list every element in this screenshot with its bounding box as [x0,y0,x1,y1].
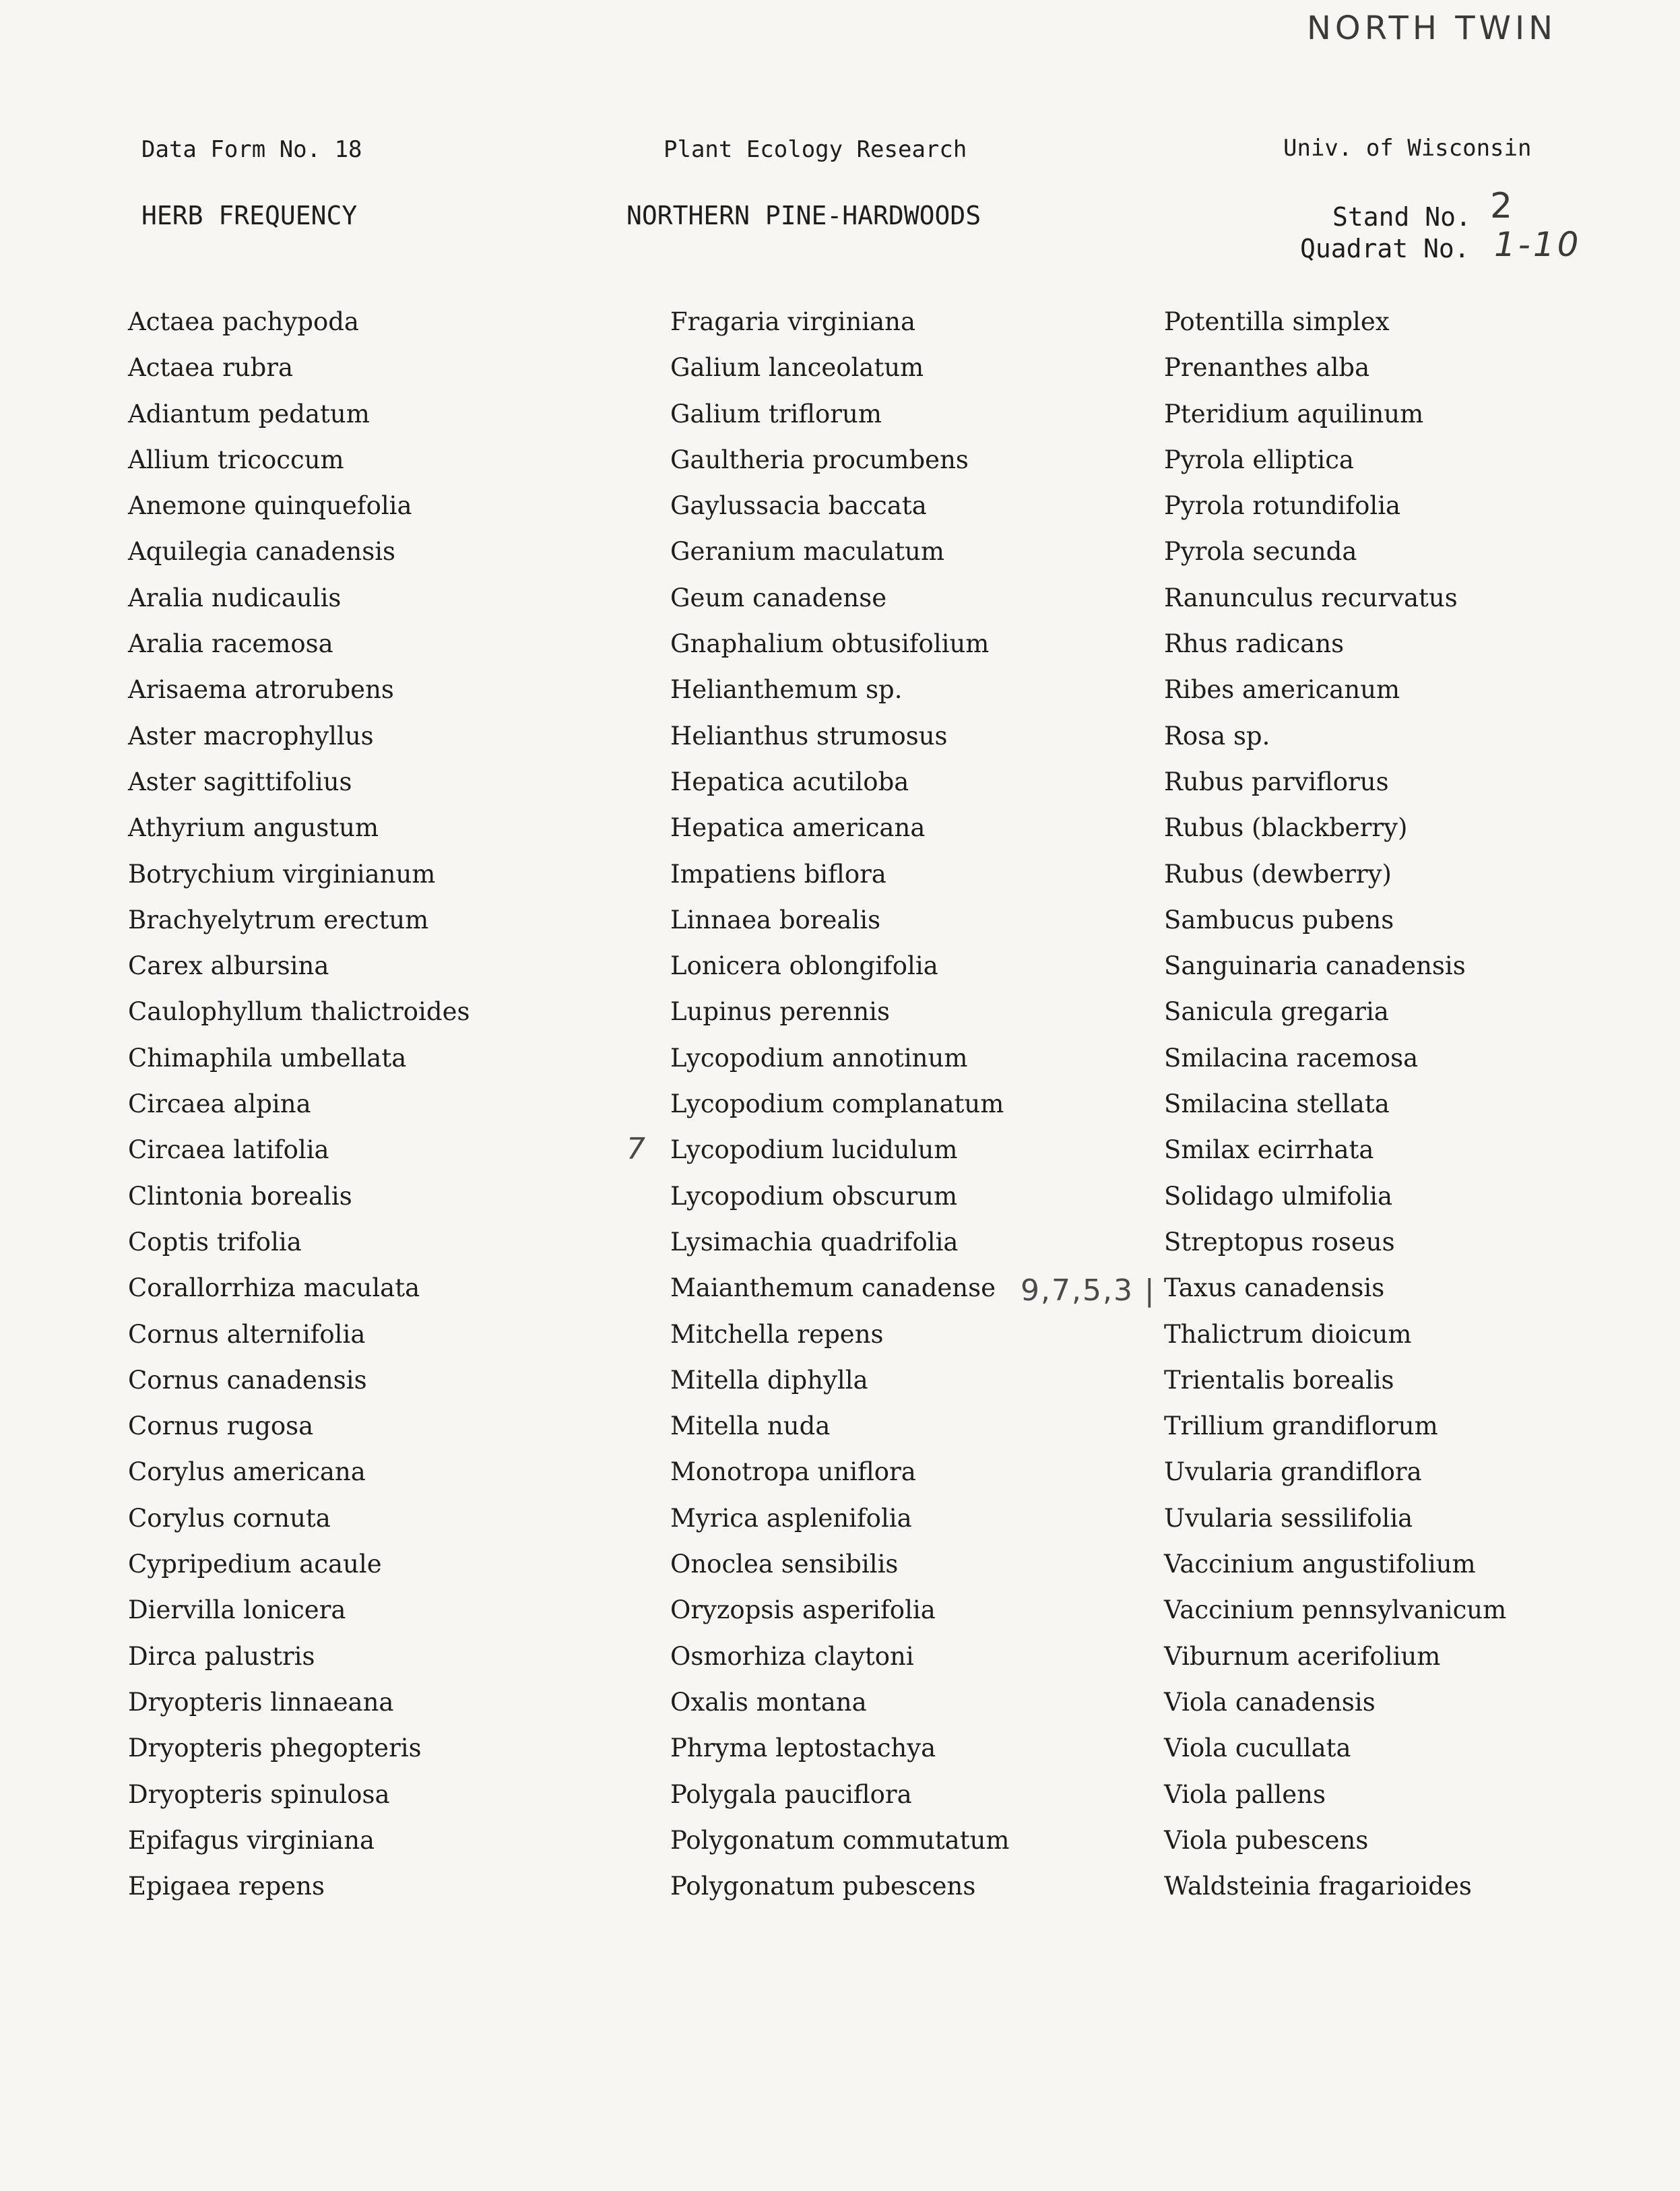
species-item: Dryopteris spinulosa [128,1779,390,1809]
species-item: Smilacina stellata [1164,1089,1390,1119]
stand-number-value[interactable]: 2 [1490,186,1513,226]
institution-label: Univ. of Wisconsin [1283,135,1532,162]
species-item: Chimaphila umbellata [128,1043,407,1073]
species-item: Trillium grandiflorum [1164,1411,1438,1441]
species-item: Anemone quinquefolia [128,491,412,521]
species-item: Viola pubescens [1164,1825,1369,1855]
species-item: Corylus cornuta [128,1503,331,1533]
species-item: Aster sagittifolius [128,767,352,796]
form-title: HERB FREQUENCY [141,201,358,230]
species-item: Helianthemum sp. [670,675,903,705]
species-item: Viburnum acerifolium [1164,1641,1441,1671]
species-item: Geum canadense [670,583,887,612]
species-item: Circaea alpina [128,1089,311,1119]
species-item: Onoclea sensibilis [670,1550,899,1579]
species-item: Uvularia grandiflora [1164,1457,1422,1487]
species-item: Uvularia sessilifolia [1164,1503,1413,1533]
species-item: Impatiens biflora [670,859,886,889]
species-item: Polygonatum commutatum [670,1825,1010,1855]
species-item: Ranunculus recurvatus [1164,583,1458,612]
species-item: Lycopodium obscurum [670,1181,958,1211]
species-item: Cornus alternifolia [128,1319,366,1349]
species-item: Lonicera oblongifolia [670,951,938,981]
species-item: Carex albursina [128,951,329,981]
species-item: Viola cucullata [1164,1734,1351,1763]
species-item: Lycopodium annotinum [670,1043,968,1073]
species-item: Thalictrum dioicum [1164,1319,1412,1349]
species-item: Maianthemum canadense [670,1273,996,1303]
species-item: Rubus (dewberry) [1164,859,1392,889]
species-item: Pteridium aquilinum [1164,399,1424,428]
species-item: Ribes americanum [1164,675,1400,705]
taxus-canadensis-tally: 9,7,5,3 | [1021,1273,1156,1308]
species-item: Mitella diphylla [670,1365,868,1395]
species-item: Fragaria virginiana [670,307,916,336]
species-item: Actaea pachypoda [128,307,359,336]
species-item: Phryma leptostachya [670,1734,936,1763]
species-item: Solidago ulmifolia [1164,1181,1393,1211]
species-item: Monotropa uniflora [670,1457,916,1487]
species-item: Rubus (blackberry) [1164,813,1408,843]
species-item: Taxus canadensis [1164,1273,1385,1303]
species-item: Lycopodium lucidulum [670,1135,958,1165]
species-item: Pyrola elliptica [1164,445,1354,474]
species-item: Aralia nudicaulis [128,583,342,612]
species-item: Arisaema atrorubens [128,675,394,705]
species-item: Potentilla simplex [1164,307,1390,336]
species-item: Vaccinium angustifolium [1164,1550,1476,1579]
species-item: Corylus americana [128,1457,366,1487]
species-item: Athyrium angustum [128,813,379,843]
species-column-2 [670,299,1010,1909]
species-item: Epifagus virginiana [128,1825,375,1855]
species-item: Rosa sp. [1164,721,1270,751]
species-item: Polygala pauciflora [670,1779,912,1809]
lycopodium-lucidulum-tally: 7 [626,1132,647,1166]
species-item: Streptopus roseus [1164,1227,1395,1257]
species-item: Aster macrophyllus [128,721,374,751]
species-item: Trientalis borealis [1164,1365,1394,1395]
species-item: Linnaea borealis [670,905,881,934]
species-item: Botrychium virginianum [128,859,436,889]
species-item: Pyrola secunda [1164,537,1357,567]
species-item: Waldsteinia fragarioides [1164,1872,1472,1901]
form-number: Data Form No. 18 [141,136,362,163]
species-item: Cornus canadensis [128,1365,367,1395]
species-item: Aralia racemosa [128,629,333,659]
center-label: Plant Ecology Research [664,136,967,163]
species-item: Oryzopsis asperifolia [670,1595,936,1625]
species-item: Rubus parviflorus [1164,767,1389,796]
species-item: Dryopteris linnaeana [128,1687,394,1717]
species-item: Dryopteris phegopteris [128,1734,422,1763]
species-item: Circaea latifolia [128,1135,329,1165]
quadrat-label: Quadrat No. [1300,234,1470,263]
species-item: Clintonia borealis [128,1181,352,1211]
species-item: Brachyelytrum erectum [128,905,429,934]
species-item: Adiantum pedatum [128,399,370,428]
species-item: Hepatica acutiloba [670,767,909,796]
species-item: Vaccinium pennsylvanicum [1164,1595,1507,1625]
species-item: Diervilla lonicera [128,1595,346,1625]
species-item: Lycopodium complanatum [670,1089,1004,1119]
species-item: Smilax ecirrhata [1164,1135,1374,1165]
species-item: Prenanthes alba [1164,353,1370,383]
species-item: Viola pallens [1164,1779,1326,1809]
community-title: NORTHERN PINE-HARDWOODS [626,201,981,230]
species-item: Gaultheria procumbens [670,445,969,474]
species-item: Lysimachia quadrifolia [670,1227,959,1257]
species-column-3 [1164,299,1506,1909]
species-item: Myrica asplenifolia [670,1503,912,1533]
quadrat-number-value[interactable]: 1-10 [1494,225,1582,264]
species-item: Mitella nuda [670,1411,831,1441]
species-item: Mitchella repens [670,1319,884,1349]
species-item: Osmorhiza claytoni [670,1641,914,1671]
species-item: Geranium maculatum [670,537,944,567]
species-item: Oxalis montana [670,1687,867,1717]
species-item: Helianthus strumosus [670,721,948,751]
species-item: Gnaphalium obtusifolium [670,629,990,659]
species-item: Corallorrhiza maculata [128,1273,420,1303]
species-item: Rhus radicans [1164,629,1345,659]
species-item: Aquilegia canadensis [128,537,396,567]
species-item: Gaylussacia baccata [670,491,927,521]
species-item: Cornus rugosa [128,1411,314,1441]
species-item: Epigaea repens [128,1872,325,1901]
species-item: Sanicula gregaria [1164,997,1389,1027]
species-item: Viola canadensis [1164,1687,1376,1717]
species-item: Sambucus pubens [1164,905,1394,934]
species-item: Caulophyllum thalictroides [128,997,470,1027]
species-item: Pyrola rotundifolia [1164,491,1401,521]
species-item: Coptis trifolia [128,1227,302,1257]
species-item: Sanguinaria canadensis [1164,951,1466,981]
species-item: Allium tricoccum [128,445,344,474]
species-column-1 [128,299,470,1909]
species-item: Actaea rubra [128,353,294,383]
species-item: Hepatica americana [670,813,926,843]
species-item: Smilacina racemosa [1164,1043,1419,1073]
species-item: Polygonatum pubescens [670,1872,976,1901]
stand-label: Stand No. [1332,202,1471,232]
species-item: Cypripedium acaule [128,1550,382,1579]
handwritten-corner-note: NORTH TWIN [1307,9,1557,47]
species-item: Galium triflorum [670,399,882,428]
species-item: Galium lanceolatum [670,353,924,383]
species-item: Lupinus perennis [670,997,890,1027]
species-item: Dirca palustris [128,1641,315,1671]
